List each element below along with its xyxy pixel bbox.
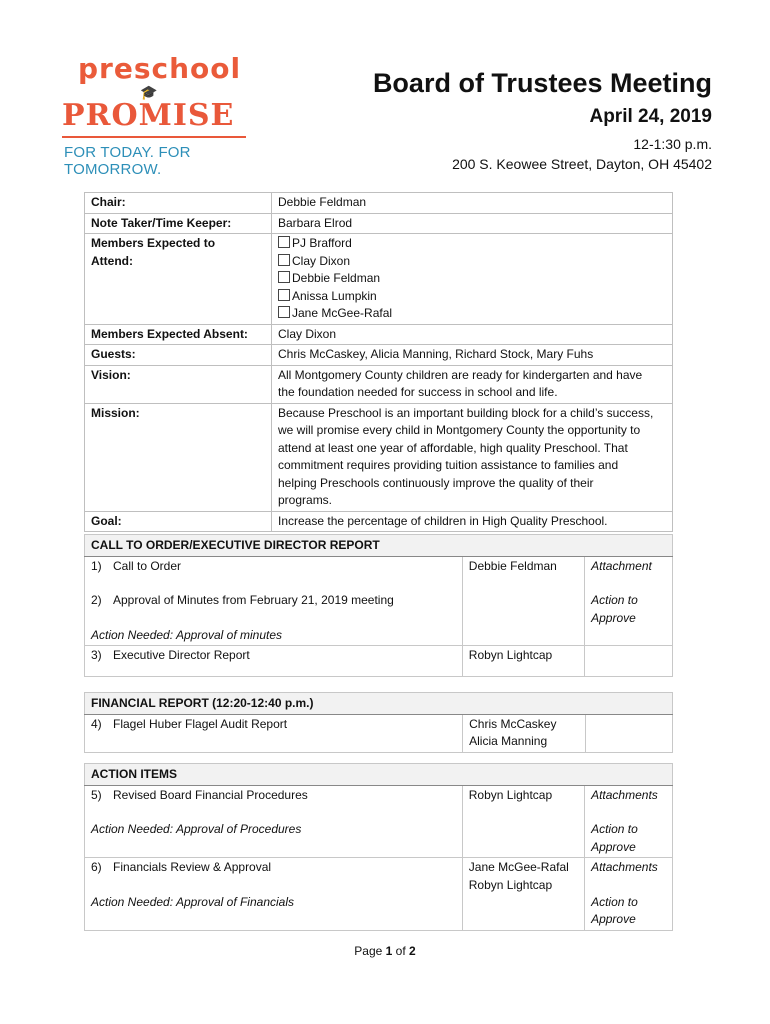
action-items-section — [84, 763, 673, 931]
agenda-item-5-note: Attachments Action to Approve — [585, 785, 673, 858]
agenda-item-6-action: Action Needed: Approval of Financials — [91, 894, 295, 909]
goal-value: Increase the percentage of children in High Quality Preschool. — [272, 511, 673, 532]
agenda-item-6-owner: Jane McGee-Rafal Robyn Lightcap — [462, 858, 584, 931]
note-taker-row — [85, 213, 673, 234]
checkbox-icon[interactable] — [278, 236, 290, 248]
vision-row — [85, 365, 673, 403]
agenda-item-6-note: Attachments Action to Approve — [585, 858, 673, 931]
member-item: Jane McGee-Rafal — [278, 305, 666, 323]
financial-report-section — [84, 692, 673, 753]
note-taker-value: Barbara Elrod — [272, 213, 673, 234]
agenda-row — [85, 646, 673, 677]
agenda-item-1: 1) Call to Order — [91, 558, 182, 573]
logo-divider — [62, 136, 246, 138]
agenda-item-5-owner: Robyn Lightcap — [462, 785, 584, 858]
logo-middle-text: PROMISE — [62, 98, 235, 133]
checkbox-icon[interactable] — [278, 254, 290, 266]
page-title: Board of Trustees Meeting — [372, 68, 712, 98]
preschool-promise-logo — [60, 48, 260, 178]
agenda-item-6: 6) Financials Review & Approval — [91, 860, 272, 874]
guests-value: Chris McCaskey, Alicia Manning, Richard Stock, Mary Fuhs — [272, 345, 673, 366]
agenda-item-1-note: Attachment Action to Approve — [585, 556, 673, 646]
agenda-row — [85, 785, 673, 858]
chair-label: Chair: — [85, 193, 272, 214]
logo-top-text: preschool — [78, 52, 242, 85]
vision-label: Vision: — [85, 365, 272, 403]
note-taker-label: Note Taker/Time Keeper: — [85, 213, 272, 234]
agenda-row — [85, 714, 673, 752]
members-expected-list — [272, 234, 673, 325]
vision-value: All Montgomery County children are ready for kindergarten and have the foundation needed for success in school and life. — [272, 365, 673, 403]
meeting-info-table — [84, 192, 673, 532]
agenda-item-2: 2) Approval of Minutes from February 21, 2019 meeting — [91, 593, 394, 607]
meeting-time: 12-1:30 p.m. — [633, 136, 712, 152]
absent-label: Members Expected Absent: — [85, 324, 272, 345]
financial-report-heading: FINANCIAL REPORT (12:20-12:40 p.m.) — [85, 693, 673, 715]
members-expected-label — [85, 234, 272, 325]
agenda-item-3: 3) Executive Director Report — [85, 646, 463, 677]
goal-label: Goal: — [85, 511, 272, 532]
mission-label: Mission: — [85, 403, 272, 511]
agenda-row — [85, 556, 673, 646]
meeting-date: April 24, 2019 — [589, 106, 712, 127]
agenda-item-5-action: Action Needed: Approval of Procedures — [91, 822, 302, 836]
call-to-order-heading: CALL TO ORDER/EXECUTIVE DIRECTOR REPORT — [85, 535, 673, 557]
guests-label: Guests: — [85, 345, 272, 366]
goal-row — [85, 511, 673, 532]
agenda-item-4-owner: Chris McCaskey Alicia Manning — [463, 714, 586, 752]
agenda-item-3-owner: Robyn Lightcap — [462, 646, 584, 677]
logo-tagline: FOR TODAY. FOR TOMORROW. — [64, 144, 191, 178]
members-expected-row — [85, 234, 673, 325]
agenda-item-1-owner: Debbie Feldman — [462, 556, 584, 646]
action-items-heading: ACTION ITEMS — [85, 764, 673, 786]
absent-value: Clay Dixon — [272, 324, 673, 345]
agenda-row — [85, 858, 673, 931]
members-expected-label-line1: Members Expected to — [91, 236, 216, 250]
mission-row — [85, 403, 673, 511]
checkbox-icon[interactable] — [278, 289, 290, 301]
absent-row — [85, 324, 673, 345]
chair-row — [85, 193, 673, 214]
members-expected-label-line2: Attend: — [91, 253, 133, 268]
meeting-address: 200 S. Keowee Street, Dayton, OH 45402 — [452, 156, 712, 172]
member-item: Anissa Lumpkin — [278, 288, 666, 306]
page-number: Page 1 of 2 — [354, 944, 416, 958]
chair-value: Debbie Feldman — [272, 193, 673, 214]
agenda-item-2-action: Action Needed: Approval of minutes — [91, 627, 282, 642]
agenda-item-5: 5) Revised Board Financial Procedures — [91, 787, 308, 802]
member-item: PJ Brafford — [278, 235, 666, 253]
checkbox-icon[interactable] — [278, 306, 290, 318]
graduation-cap-icon: 🎓 — [140, 84, 158, 100]
guests-row — [85, 345, 673, 366]
call-to-order-section — [84, 534, 673, 677]
member-item: Debbie Feldman — [278, 270, 666, 288]
checkbox-icon[interactable] — [278, 271, 290, 283]
member-item: Clay Dixon — [278, 253, 666, 271]
agenda-item-4: 4) Flagel Huber Flagel Audit Report — [85, 714, 463, 752]
mission-value: Because Preschool is an important building block for a child’s success, we will promise every child in Montgomery County the opportunity to attend at least one year of affordable, high quality Preschool. That commitment requires providing tuition assistance to families and helping Preschools continuously improve the quality of their programs. — [272, 403, 673, 511]
